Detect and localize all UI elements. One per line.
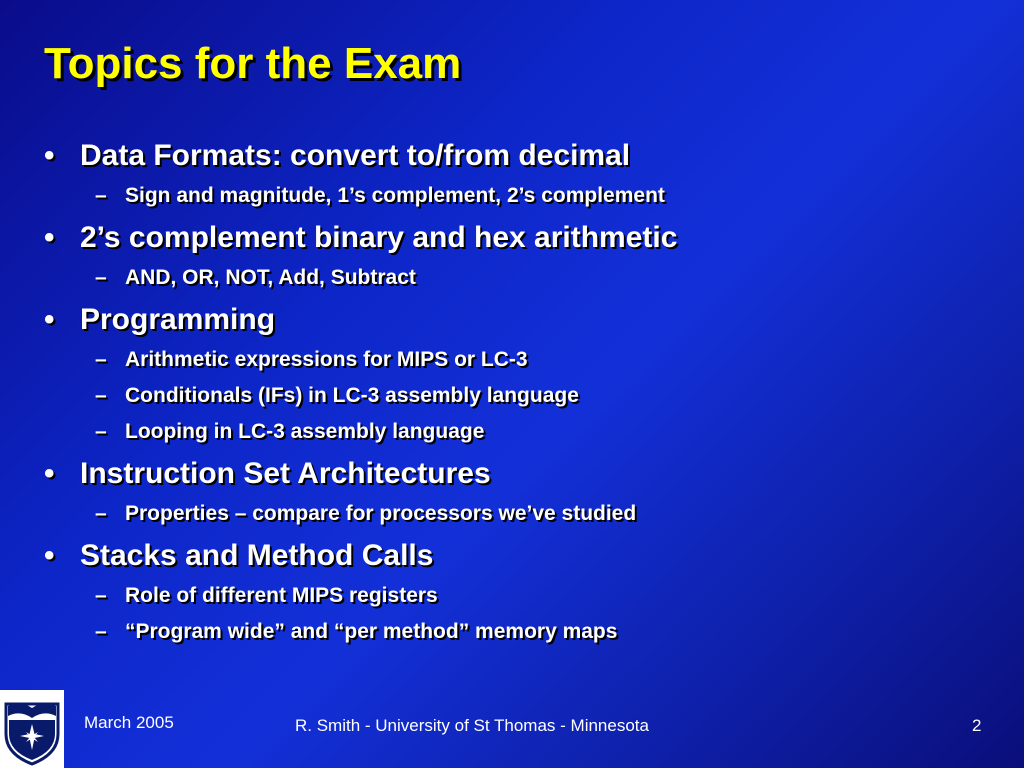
- sub-bullet-item: [44, 182, 1004, 210]
- bullet-item: [44, 220, 1004, 256]
- page-number: 2: [972, 716, 982, 735]
- bullet-text: 2’s complement binary and hex arithmetic: [80, 221, 678, 254]
- bullet-marker: •: [44, 139, 55, 172]
- sub-bullet-text: Looping in LC-3 assembly language: [125, 420, 485, 443]
- sub-bullet-item: [44, 382, 1004, 410]
- sub-bullet-text: Sign and magnitude, 1’s complement, 2’s complement: [125, 184, 665, 207]
- bullet-item: [44, 138, 1004, 174]
- sub-bullet-text: Properties – compare for processors we’ve studied: [125, 502, 637, 525]
- sub-bullet-item: [44, 500, 1004, 528]
- bullet-marker: •: [44, 457, 55, 490]
- sub-bullet-text: Conditionals (IFs) in LC-3 assembly language: [125, 384, 579, 407]
- bullet-text: Programming: [80, 303, 276, 336]
- bullet-marker: •: [44, 221, 55, 254]
- bullet-item: [44, 538, 1004, 574]
- sub-bullet-text: Arithmetic expressions for MIPS or LC-3: [125, 348, 528, 371]
- sub-bullet-marker: –: [95, 502, 107, 525]
- sub-bullet-text: Role of different MIPS registers: [125, 584, 438, 607]
- bullet-item: [44, 302, 1004, 338]
- sub-bullet-marker: –: [95, 184, 107, 207]
- sub-bullet-text: AND, OR, NOT, Add, Subtract: [125, 266, 416, 289]
- slide-title: Topics for the Exam: [44, 39, 462, 88]
- sub-bullet-marker: –: [95, 620, 107, 643]
- footer-title: R. Smith - University of St Thomas - Minnesota: [295, 716, 649, 735]
- sub-bullet-item: [44, 264, 1004, 292]
- sub-bullet-marker: –: [95, 266, 107, 289]
- sub-bullet-marker: –: [95, 348, 107, 371]
- sub-bullet-item: [44, 618, 1004, 646]
- sub-bullet-item: [44, 582, 1004, 610]
- sub-bullet-item: [44, 346, 1004, 374]
- sub-bullet-item: [44, 418, 1004, 446]
- university-crest-icon: [0, 690, 64, 768]
- sub-bullet-marker: –: [95, 420, 107, 443]
- sub-bullet-text: “Program wide” and “per method” memory maps: [125, 620, 618, 643]
- bullet-list: [44, 138, 1004, 646]
- bullet-text: Data Formats: convert to/from decimal: [80, 139, 631, 172]
- bullet-marker: •: [44, 303, 55, 336]
- sub-bullet-marker: –: [95, 384, 107, 407]
- bullet-text: Stacks and Method Calls: [80, 539, 434, 572]
- bullet-item: [44, 456, 1004, 492]
- bullet-text: Instruction Set Architectures: [80, 457, 491, 490]
- bullet-marker: •: [44, 539, 55, 572]
- footer-date: March 2005: [84, 713, 174, 732]
- sub-bullet-marker: –: [95, 584, 107, 607]
